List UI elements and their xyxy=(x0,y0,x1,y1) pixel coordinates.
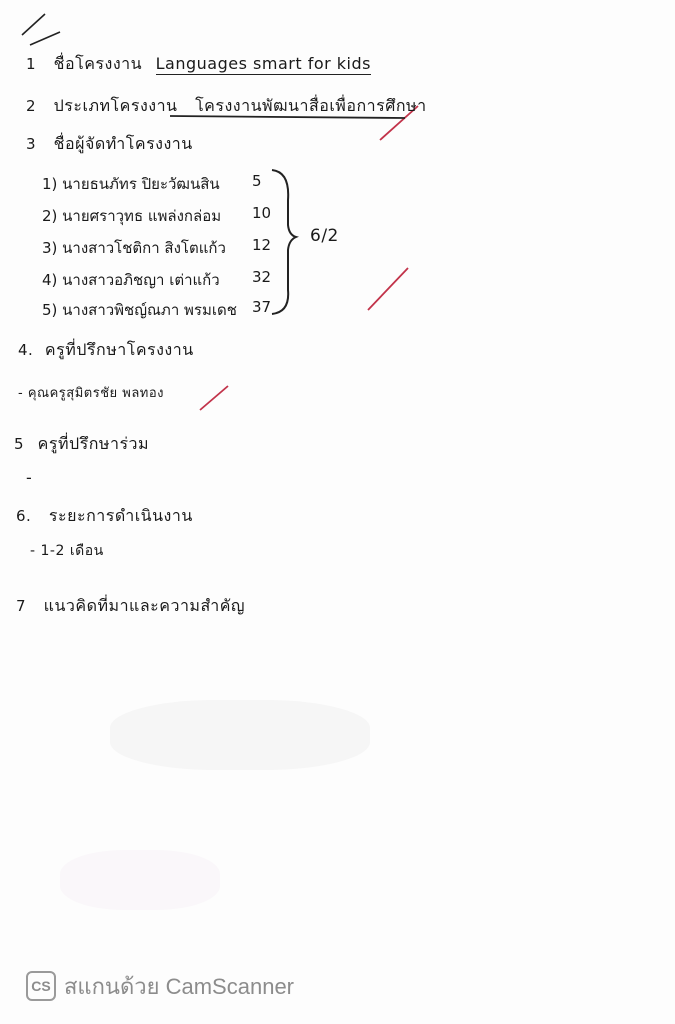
member-row xyxy=(42,236,272,260)
item-4-label: ครูที่ปรึกษาโครงงาน xyxy=(44,340,194,359)
item-2-row xyxy=(26,94,427,119)
member-number: 32 xyxy=(252,268,272,286)
member-name: 4) นางสาวอภิชญา เต่าแก้ว xyxy=(42,271,220,289)
scan-smudge xyxy=(110,700,370,770)
scan-smudge xyxy=(60,850,220,910)
member-row xyxy=(42,268,272,292)
member-row xyxy=(42,298,272,322)
scribble-mark xyxy=(30,32,60,45)
class-label: 6/2 xyxy=(310,226,339,246)
item-2-number: 2 xyxy=(26,97,37,115)
member-number: 37 xyxy=(252,298,272,316)
member-name: 3) นางสาวโชติกา สิงโตแก้ว xyxy=(42,239,226,257)
item-5-number: 5 xyxy=(14,435,25,453)
member-row xyxy=(42,172,262,196)
co-advisor-value: - xyxy=(26,468,33,487)
member-number: 12 xyxy=(252,236,272,254)
item-5-row xyxy=(14,432,149,457)
item-6-number: 6. xyxy=(16,507,32,525)
item-7-label: แนวคิดที่มาและความสำคัญ xyxy=(43,596,246,615)
item-3-row xyxy=(26,132,193,157)
member-number: 10 xyxy=(252,204,272,222)
item-4-number: 4. xyxy=(18,341,34,359)
item-4-row xyxy=(18,338,194,363)
member-row xyxy=(42,204,272,228)
item-1-label: ชื่อโครงงาน xyxy=(53,54,143,73)
item-7-number: 7 xyxy=(16,597,27,615)
project-name: Languages smart for kids xyxy=(155,54,371,73)
advisor-name: - คุณครูสุมิตรชัย พลทอง xyxy=(18,386,165,401)
item-6-label: ระยะการดำเนินงาน xyxy=(48,506,193,525)
member-name: 1) นายธนภัทร ปิยะวัฒนสิน xyxy=(42,175,220,193)
item-2-label: ประเภทโครงงาน xyxy=(53,96,178,115)
watermark-text: สแกนด้วย CamScanner xyxy=(64,973,295,999)
camscanner-logo-icon: CS xyxy=(26,971,56,1001)
brace-mark xyxy=(272,170,296,314)
camscanner-watermark xyxy=(26,970,294,1002)
item-6-row xyxy=(16,504,193,529)
member-name: 2) นายศราวุทธ แพล่งกล่อม xyxy=(42,207,222,225)
scribble-mark xyxy=(22,14,45,35)
member-name: 5) นางสาวพิชญ์ณภา พรมเดช xyxy=(42,301,237,319)
item-7-row xyxy=(16,594,245,619)
item-5-label: ครูที่ปรึกษาร่วม xyxy=(37,434,150,453)
project-type: โครงงานพัฒนาสื่อเพื่อการศึกษา xyxy=(195,96,427,115)
duration-value: - 1-2 เดือน xyxy=(30,543,104,559)
item-3-label: ชื่อผู้จัดทำโครงงาน xyxy=(53,134,193,153)
item-1-number: 1 xyxy=(26,55,37,73)
item-3-number: 3 xyxy=(26,135,37,153)
check-mark xyxy=(368,268,408,310)
member-number: 5 xyxy=(252,172,262,190)
check-mark xyxy=(200,386,228,410)
item-1-row xyxy=(26,52,371,77)
